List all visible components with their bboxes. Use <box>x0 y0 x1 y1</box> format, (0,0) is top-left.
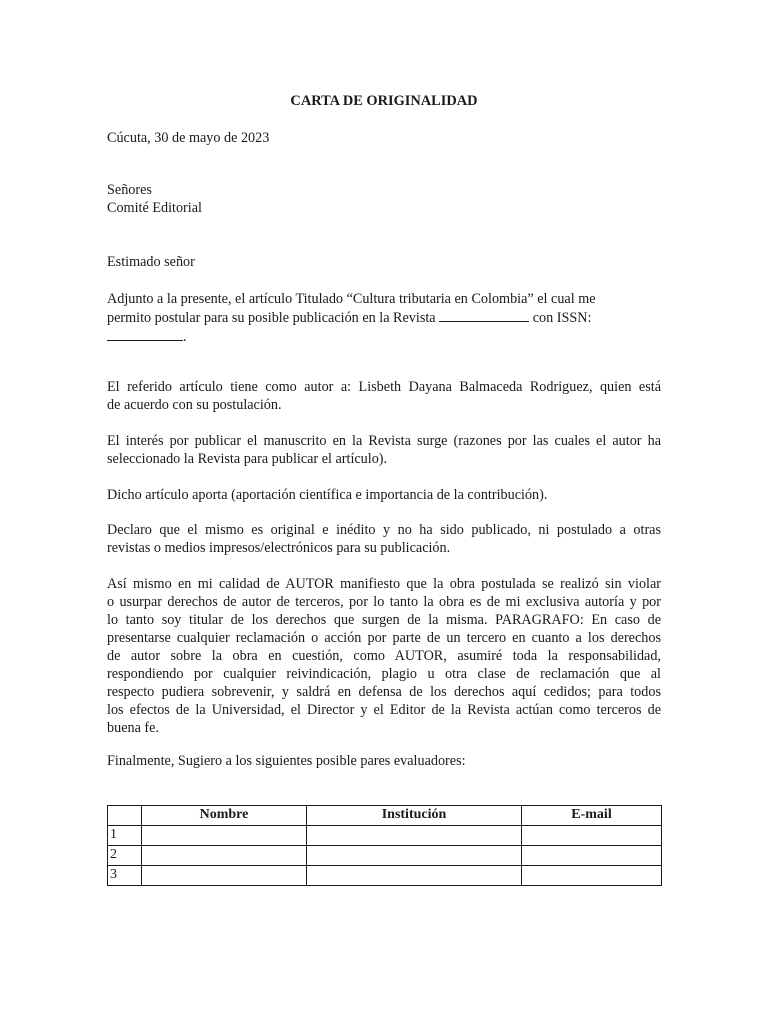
paragraph-4: Dicho artículo aporta (aportación científica e importancia de la contribución). <box>107 487 548 503</box>
paragraph-line: de autor sobre la obra en cuestión, como AUTOR, asumiré toda la responsabilidad, <box>107 648 661 664</box>
paragraph-3 <box>107 432 661 468</box>
paragraph-line: respecto pudiera sobrevenir, y saldrá en defensa de los derechos aquí cedidos; para todos <box>107 684 661 700</box>
header-email: E-mail <box>522 806 662 826</box>
cell-nombre[interactable] <box>142 826 307 846</box>
cell-institucion[interactable] <box>307 866 522 886</box>
paragraph-line: de acuerdo con su postulación. <box>107 397 282 413</box>
letter-title: CARTA DE ORIGINALIDAD <box>290 93 478 109</box>
table-row <box>108 826 662 846</box>
paragraph-7: Finalmente, Sugiero a los siguientes posible pares evaluadores: <box>107 753 466 769</box>
paragraph-line: seleccionado la Revista para publicar el artículo). <box>107 451 388 467</box>
paragraph-5 <box>107 521 661 557</box>
recipient-line: Señores <box>107 182 152 198</box>
cell-nombre[interactable] <box>142 866 307 886</box>
letter-date: Cúcuta, 30 de mayo de 2023 <box>107 130 270 146</box>
table-header-row <box>108 806 662 826</box>
cell-email[interactable] <box>522 846 662 866</box>
paragraph-line: presentarse cualquier reclamación o acción por parte de un tercero en cuanto a los derechos <box>107 630 661 646</box>
paragraph-line: Declaro que el mismo es original e inédito y no ha sido publicado, ni postulado a otras <box>107 522 661 538</box>
paragraph-line: El referido artículo tiene como autor a: Lisbeth Dayana Balmaceda Rodriguez, quien está <box>107 379 661 395</box>
issn-blank <box>107 327 183 341</box>
row-number: 3 <box>108 866 142 886</box>
paragraph-line <box>107 308 661 327</box>
paragraph-text: permito postular para su posible publicación en la Revista <box>107 310 436 326</box>
paragraph-line: revistas o medios impresos/electrónicos para su publicación. <box>107 540 451 556</box>
table-row <box>108 846 662 866</box>
header-index <box>108 806 142 826</box>
recipient-line: Comité Editorial <box>107 200 202 216</box>
paragraph-line: los efectos de la Universidad, el Director y el Editor de la Revista actúan como terceros de <box>107 702 661 718</box>
cell-email[interactable] <box>522 826 662 846</box>
table-row <box>108 866 662 886</box>
recipient <box>107 181 661 217</box>
cell-institucion[interactable] <box>307 826 522 846</box>
paragraph-2 <box>107 378 661 414</box>
paragraph-line: El interés por publicar el manuscrito en la Revista surge (razones por las cuales el autor ha <box>107 433 661 449</box>
paragraph-line: respondiendo por cualquier reivindicación, plagio u otra clase de reclamación que al <box>107 666 661 682</box>
paragraph-text: . <box>183 329 187 345</box>
header-institucion: Institución <box>307 806 522 826</box>
cell-institucion[interactable] <box>307 846 522 866</box>
cell-email[interactable] <box>522 866 662 886</box>
cell-nombre[interactable] <box>142 846 307 866</box>
row-number: 1 <box>108 826 142 846</box>
paragraph-line: buena fe. <box>107 720 159 736</box>
header-nombre: Nombre <box>142 806 307 826</box>
paragraph-line <box>107 327 661 346</box>
journal-name-blank <box>439 308 529 322</box>
paragraph-6 <box>107 575 661 737</box>
salutation: Estimado señor <box>107 254 195 270</box>
paragraph-text: con ISSN: <box>532 310 592 326</box>
paragraph-line: Adjunto a la presente, el artículo Titulado “Cultura tributaria en Colombia” el cual me <box>107 291 596 307</box>
peer-reviewers-table <box>107 805 662 886</box>
row-number: 2 <box>108 846 142 866</box>
paragraph-line: o usurpar derechos de autor de terceros, por lo tanto la obra es de mi exclusiva autoría y por <box>107 594 661 610</box>
paragraph-line: Así mismo en mi calidad de AUTOR manifiesto que la obra postulada se realizó sin violar <box>107 576 661 592</box>
paragraph-1 <box>107 290 661 346</box>
paragraph-line: lo tanto soy titular de los derechos que surgen de la misma. PARAGRAFO: En caso de <box>107 612 661 628</box>
